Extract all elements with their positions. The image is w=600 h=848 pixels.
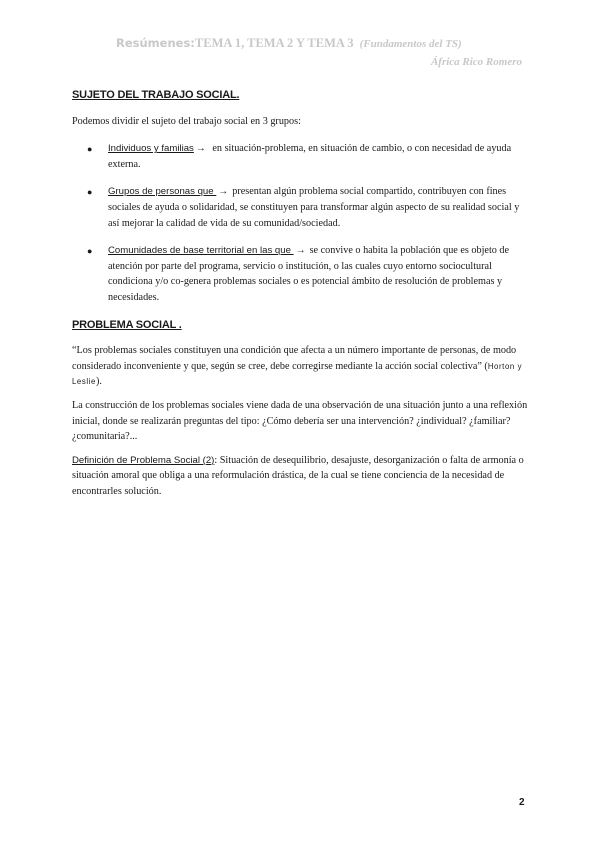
list-item — [72, 141, 532, 172]
list-item-text: se convive o habita la población que es objeto de atención por parte del programa, servicio o institución, o las cuales cuyo entorno sociocultural condiciona y/o co-genera problemas sociales o es potencial ámbito de resolución de problemas y necesidades. — [108, 245, 510, 303]
arrow-right-icon: → — [295, 245, 306, 257]
list-item — [72, 243, 532, 305]
header-author: África Rico Romero — [430, 56, 522, 68]
header-title-line — [116, 36, 536, 51]
bullet-icon: ● — [87, 246, 93, 257]
list-item — [72, 184, 532, 231]
header-title: TEMA 1, TEMA 2 Y TEMA 3 — [194, 36, 354, 50]
quote-end: ). — [95, 376, 102, 388]
quote-citation: Horton y Leslie — [72, 361, 523, 387]
definition-text: : Situación de desequilibrio, desajuste, desorganización o falta de armonía o situación amoral que obliga a una reformulación drástica, de la cual se tiene conciencia de la necesidad de encontrarles solución. — [72, 454, 524, 497]
bullet-icon: ● — [87, 144, 93, 155]
page-header — [116, 36, 536, 68]
section-intro: Podemos dividir el sujeto del trabajo social en 3 grupos: — [72, 115, 301, 127]
page-number: 2 — [519, 797, 525, 808]
bullet-icon: ● — [87, 187, 93, 198]
header-subtitle: (Fundamentos del TS) — [359, 38, 462, 50]
quote-paragraph — [72, 343, 532, 390]
quote-text: “Los problemas sociales constituyen una condición que afecta a un número importante de personas, de modo considerado inconveniente y que, según se cree, debe corregirse mediante la acción social colectiva” ( — [72, 345, 517, 372]
definition-term: Definición de Problema Social (2) — [72, 454, 215, 466]
section-heading-sujeto: SUJETO DEL TRABAJO SOCIAL. — [72, 89, 240, 101]
definition-paragraph — [72, 453, 532, 500]
subject-groups-list — [72, 141, 532, 305]
document-body — [72, 88, 532, 499]
list-item-text: presentan algún problema social compartido, contribuyen con fines sociales de ayuda o solidaridad, se constituyen para transformar algún aspecto de su realidad social y así mejorar la calidad de vida de su comunidad/sociedad. — [108, 186, 520, 229]
list-item-term: Grupos de personas que — [108, 186, 217, 198]
section-heading-problema: PROBLEMA SOCIAL . — [72, 318, 182, 331]
arrow-right-icon: → — [195, 143, 206, 155]
list-item-term: Individuos y familias — [108, 143, 194, 155]
construction-paragraph: La construcción de los problemas sociales viene dada de una observación de una situación junto a una reflexión inicial, donde se realizarán preguntas del tipo: ¿Cómo debería ser una intervención? ¿individual? ¿familiar? ¿comunitaria?... — [72, 399, 528, 443]
arrow-right-icon: → — [218, 186, 229, 198]
list-item-text: en situación-problema, en situación de cambio, o con necesidad de ayuda externa. — [108, 143, 512, 170]
header-label: Resúmenes: — [116, 36, 195, 50]
list-item-term: Comunidades de base territorial en las que — [108, 245, 294, 257]
